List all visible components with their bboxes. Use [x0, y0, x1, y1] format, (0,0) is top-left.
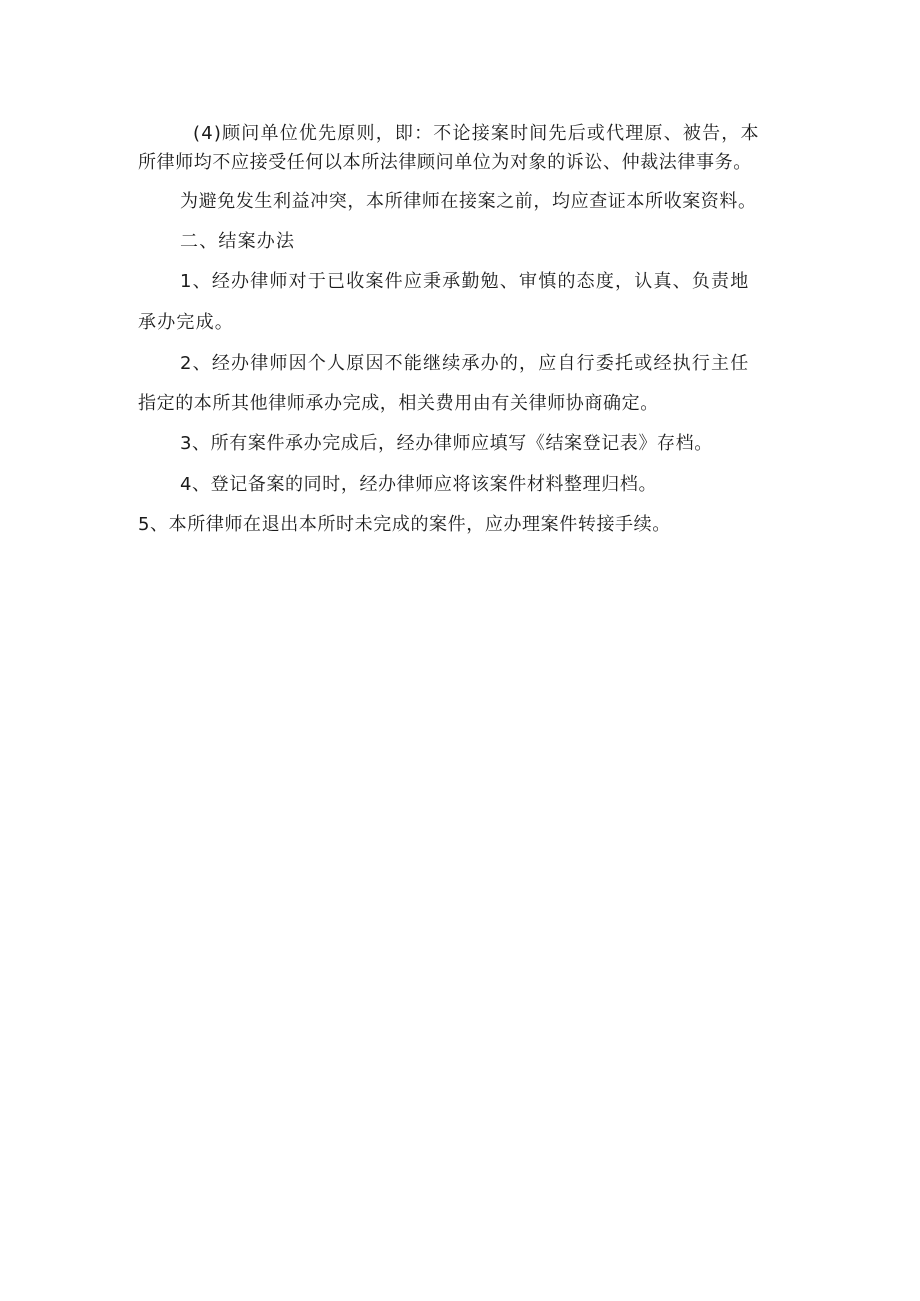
paragraph-conflict-check: 为避免发生利益冲突，本所律师在接案之前，均应查证本所收案资料。: [180, 191, 757, 212]
item-3: 3、所有案件承办完成后，经办律师应填写《结案登记表》存档。: [180, 433, 713, 454]
item-2-line-1: 2、经办律师因个人原因不能继续承办的，应自行委托或经执行主任: [180, 353, 750, 374]
paragraph-principle-4-line-2: 所律师均不应接受任何以本所法律顾问单位为对象的诉讼、仲裁法律事务。: [138, 152, 752, 173]
item-1-line-1: 1、经办律师对于已收案件应秉承勤勉、审慎的态度，认真、负责地: [180, 271, 750, 292]
item-1-line-2: 承办完成。: [138, 312, 234, 333]
item-5: 5、本所律师在退出本所时未完成的案件，应办理案件转接手续。: [138, 514, 671, 535]
paragraph-principle-4-line-1: (4)顾问单位优先原则，即：不论接案时间先后或代理原、被告，本: [193, 123, 760, 144]
section-heading-closing-methods: 二、结案办法: [180, 231, 296, 252]
item-2-line-2: 指定的本所其他律师承办完成，相关费用由有关律师协商确定。: [138, 393, 659, 414]
item-4: 4、登记备案的同时，经办律师应将该案件材料整理归档。: [180, 474, 658, 495]
